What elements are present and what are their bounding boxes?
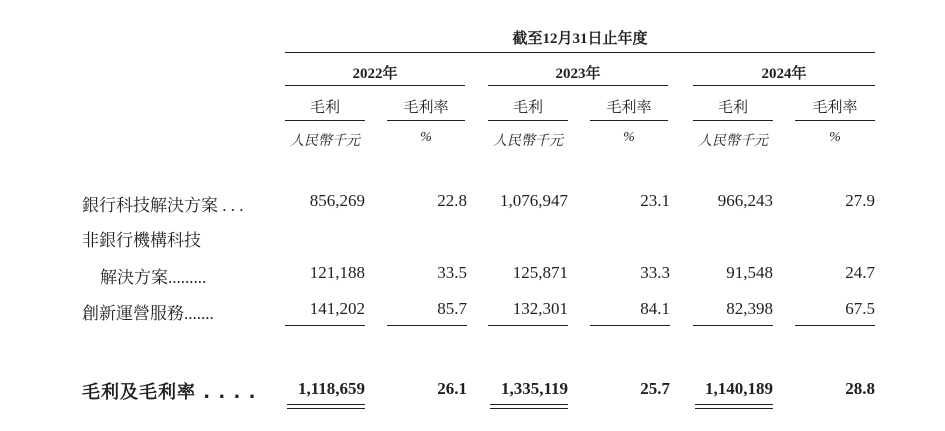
table-cell: 1,076,947: [500, 191, 568, 210]
sub-underline: [795, 120, 875, 121]
table-cell: 125,871: [512, 263, 568, 282]
table-cell-total: 1,140,189: [705, 379, 773, 398]
col-margin-2023: 毛利率: [606, 100, 652, 116]
table-cell: 33.5: [437, 263, 467, 282]
table-cell: 132,301: [512, 299, 568, 318]
table-cell: 67.5: [845, 299, 875, 318]
subtotal-rule: [488, 325, 568, 326]
table-cell: 84.1: [640, 299, 670, 318]
table-cell-total: 1,335,119: [500, 379, 568, 398]
table-cell-total: 25.7: [640, 379, 670, 398]
period-title: 截至12月31日止年度: [512, 31, 648, 47]
col-margin-2024: 毛利率: [812, 100, 858, 116]
table-cell: 24.7: [845, 263, 875, 282]
table-cell: 91,548: [726, 263, 773, 282]
sub-underline: [285, 120, 365, 121]
row-label-innovative-ops: 創新運營服務.......: [82, 304, 214, 323]
period-underline: [285, 52, 875, 53]
sub-underline: [590, 120, 668, 121]
table-cell: 82,398: [726, 299, 773, 318]
col-margin-2022: 毛利率: [403, 100, 449, 116]
year-2024: 2024年: [761, 66, 807, 82]
subtotal-rule: [285, 325, 365, 326]
subtotal-rule: [795, 325, 875, 326]
subtotal-rule: [387, 325, 467, 326]
col-gross-profit-2024: 毛利: [717, 100, 748, 116]
sub-underline: [488, 120, 568, 121]
sub-underline: [387, 120, 465, 121]
unit-amount-2024: 人民幣千元: [698, 134, 768, 149]
table-cell: 856,269: [309, 191, 365, 210]
total-double-rule: [490, 404, 568, 409]
table-cell: 27.9: [845, 191, 875, 210]
subtotal-rule: [590, 325, 670, 326]
unit-percent-2024: %: [829, 130, 841, 145]
col-gross-profit-2023: 毛利: [512, 100, 543, 116]
row-label-total: 毛利及毛利率 . . . .: [82, 382, 257, 403]
row-label-bank-tech: 銀行科技解決方案 . . .: [82, 196, 244, 215]
table-cell-total: 26.1: [437, 379, 467, 398]
year-2022: 2022年: [352, 66, 398, 82]
table-cell: 85.7: [437, 299, 467, 318]
table-cell: 141,202: [309, 299, 365, 318]
subtotal-rule: [693, 325, 773, 326]
table-cell-total: 28.8: [845, 379, 875, 398]
col-gross-profit-2022: 毛利: [309, 100, 340, 116]
table-cell: 121,188: [309, 263, 365, 282]
row-label-nonbank-tech-line2: 解決方案.........: [100, 268, 207, 287]
unit-amount-2023: 人民幣千元: [493, 134, 563, 149]
year-2023-underline: [488, 85, 668, 86]
table-cell-total: 1,118,659: [297, 379, 365, 398]
unit-amount-2022: 人民幣千元: [290, 134, 360, 149]
year-2024-underline: [693, 85, 875, 86]
total-double-rule: [695, 404, 773, 409]
total-double-rule: [287, 404, 365, 409]
table-cell: 33.3: [640, 263, 670, 282]
year-2023: 2023年: [555, 66, 601, 82]
table-cell: 22.8: [437, 191, 467, 210]
sub-underline: [693, 120, 773, 121]
year-2022-underline: [285, 85, 465, 86]
unit-percent-2022: %: [420, 130, 432, 145]
unit-percent-2023: %: [623, 130, 635, 145]
row-label-nonbank-tech-line1: 非銀行機構科技: [82, 231, 201, 250]
table-cell: 23.1: [640, 191, 670, 210]
table-cell: 966,243: [717, 191, 773, 210]
